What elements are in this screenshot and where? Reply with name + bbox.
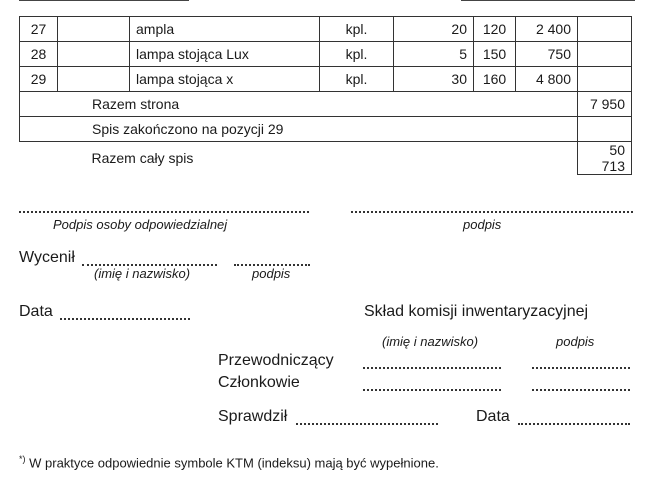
row-qty: 30	[394, 67, 474, 92]
row-lp: 29	[20, 67, 58, 92]
date-label: Data	[19, 303, 53, 320]
footnote-mark: *)	[19, 454, 26, 464]
grand-total-value: 50 713	[578, 142, 632, 175]
ended-label: Spis zakończono na pozycji 29	[20, 117, 578, 142]
row-extra	[578, 67, 632, 92]
members-label: Członkowie	[218, 374, 300, 391]
row-unit: kpl.	[320, 17, 394, 42]
row-qty: 20	[394, 17, 474, 42]
responsible-caption: Podpis osoby odpowiedzialnej	[53, 217, 228, 232]
valued-sign-caption: podpis	[252, 266, 291, 281]
row-name: lampa stojąca x	[130, 67, 320, 92]
ended-value	[578, 117, 632, 142]
signature-line	[351, 211, 633, 213]
signature-caption: podpis	[463, 217, 502, 232]
members-sign-line	[532, 389, 630, 391]
table-row	[20, 42, 645, 67]
date2-label: Data	[476, 408, 510, 425]
row-price: 150	[474, 42, 516, 67]
commission-title: Skład komisji inwentaryzacyjnej	[364, 303, 589, 320]
page-total-row	[20, 92, 645, 117]
top-rule-left	[19, 0, 189, 1]
row-extra	[578, 17, 632, 42]
row-name: lampa stojąca Lux	[130, 42, 320, 67]
grand-total-label: Razem cały spis	[91, 150, 194, 167]
row-name: ampla	[130, 17, 320, 42]
responsible-signature-line	[19, 211, 309, 213]
date2-line	[518, 423, 630, 425]
top-rule-right	[461, 0, 635, 1]
date-line	[60, 318, 190, 320]
row-unit: kpl.	[320, 42, 394, 67]
row-price: 120	[474, 17, 516, 42]
row-value: 750	[516, 42, 578, 67]
members-name-line	[363, 389, 501, 391]
commission-sign-caption: podpis	[556, 334, 595, 349]
grand-total-row	[20, 142, 645, 175]
page-total-label: Razem strona	[20, 92, 578, 117]
row-extra	[578, 42, 632, 67]
row-price: 160	[474, 67, 516, 92]
chairman-label: Przewodniczący	[218, 352, 334, 369]
row-unit: kpl.	[320, 67, 394, 92]
chairman-name-line	[363, 367, 501, 369]
commission-name-caption: (imię i nazwisko)	[382, 334, 479, 349]
valued-label: Wycenił	[19, 249, 75, 266]
checked-label: Sprawdził	[218, 408, 288, 425]
table-row	[20, 67, 645, 92]
footnote	[19, 454, 439, 470]
row-value: 4 800	[516, 67, 578, 92]
row-ktm	[58, 42, 130, 67]
row-ktm	[58, 67, 130, 92]
checked-line	[296, 423, 438, 425]
valued-name-caption: (imię i nazwisko)	[94, 266, 191, 281]
row-qty: 5	[394, 42, 474, 67]
inventory-table	[19, 16, 645, 175]
chairman-sign-line	[532, 367, 630, 369]
row-lp: 28	[20, 42, 58, 67]
table-row	[20, 17, 645, 42]
row-lp: 27	[20, 17, 58, 42]
footnote-text: W praktyce odpowiednie symbole KTM (indeksu) mają być wypełnione.	[29, 455, 439, 471]
ended-row	[20, 117, 645, 142]
page-total-value: 7 950	[578, 92, 632, 117]
row-value: 2 400	[516, 17, 578, 42]
row-ktm	[58, 17, 130, 42]
